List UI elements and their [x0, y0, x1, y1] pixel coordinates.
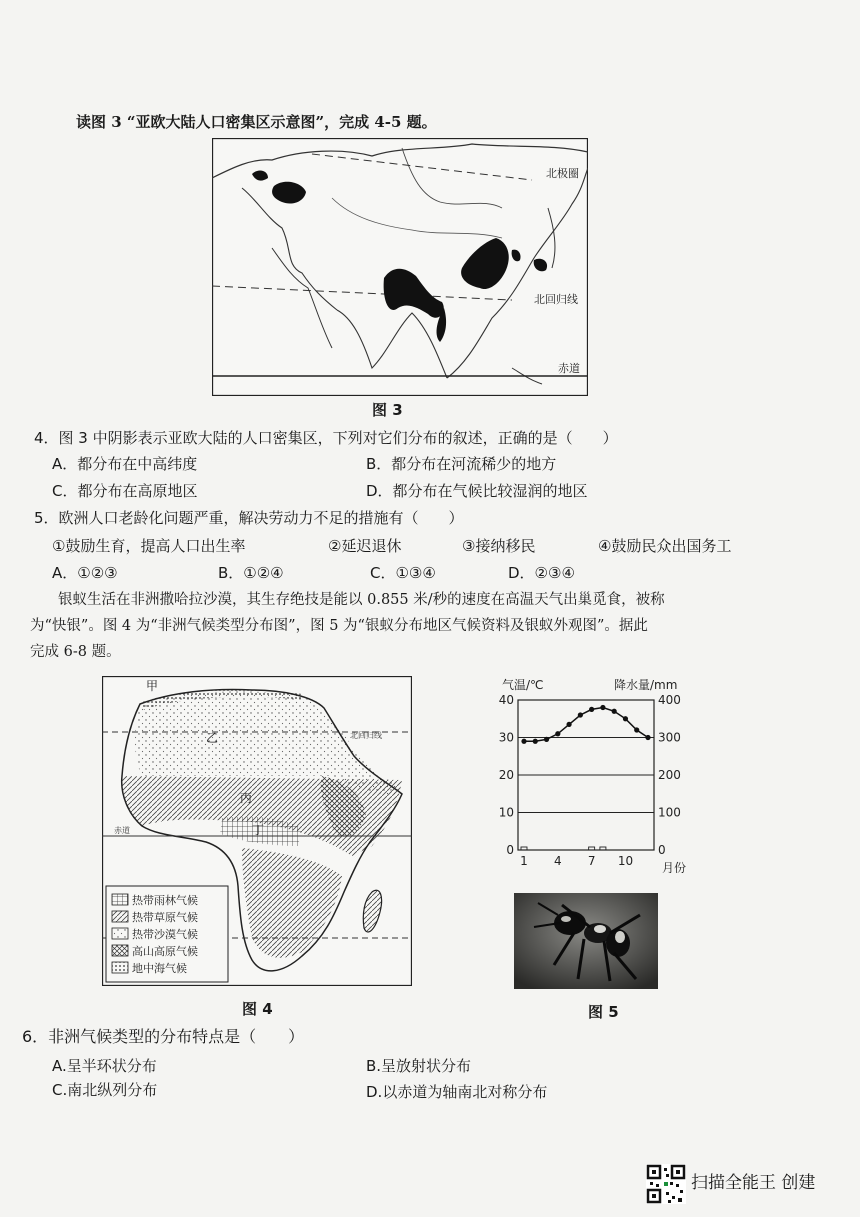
- legend-item-rainforest: 热带雨林气候: [132, 894, 198, 907]
- chart-ytick-right: 100: [658, 805, 681, 820]
- q4-option-d: D．都分布在气候比较湿润的地区: [366, 482, 588, 500]
- temperature-point: [612, 709, 617, 714]
- intro-fig3: 读图 3 “亚欧大陆人口密集区示意图”，完成 4-5 题。: [76, 113, 437, 131]
- fig4-label-ding: 丁: [252, 823, 265, 837]
- chart-ytick-right: 300: [658, 730, 681, 745]
- fig3-label-tropic: 北回归线: [534, 293, 578, 306]
- q5-option-b: B．①②④: [218, 564, 284, 582]
- chart-xtick: 1: [520, 854, 528, 868]
- q5-option-d: D．②③④: [508, 564, 575, 582]
- q5-measure-1: ①鼓励生育，提高人口出生率: [52, 537, 246, 555]
- fig4-caption: 图 4: [242, 1000, 273, 1018]
- q5-measure-3: ③接纳移民: [462, 537, 536, 555]
- fig4-label-equator: 赤道: [114, 826, 130, 835]
- fig5-climate-chart: [488, 672, 708, 882]
- chart-ytick-left: 40: [498, 693, 514, 707]
- temperature-point: [600, 705, 605, 710]
- fig4-map: [102, 676, 412, 986]
- chart-ytick-left: 30: [498, 730, 514, 745]
- fig3-caption: 图 3: [372, 401, 403, 419]
- chart-ylabel-right: 降水量/mm: [614, 678, 678, 692]
- q4-option-c: C．都分布在高原地区: [52, 482, 198, 500]
- chart-ytick-right: 200: [658, 768, 681, 782]
- fig4-label-jia: 甲: [146, 679, 159, 693]
- q6-option-a: A.呈半环状分布: [52, 1057, 157, 1075]
- chart-xtick: 7: [587, 854, 596, 868]
- q5-option-c: C．①③④: [370, 564, 436, 582]
- q6-option-c: C.南北纵列分布: [52, 1081, 158, 1099]
- temperature-point: [533, 739, 538, 744]
- legend-item-desert: 热带沙漠气候: [132, 928, 198, 941]
- legend-item-mediterranean: 地中海气候: [132, 962, 187, 975]
- temperature-point: [645, 735, 650, 740]
- chart-xlabel: 月份: [662, 861, 687, 875]
- legend-item-highland: 高山高原气候: [132, 945, 198, 958]
- chart-ytick-right: 0: [658, 843, 666, 857]
- passage-line-2: 为“快银”。图 4 为“非洲气候类型分布图”，图 5 为“银蚁分布地区气候资料及银蚁外观图”。据此: [30, 618, 648, 634]
- temperature-point: [544, 737, 549, 742]
- fig5-caption: 图 5: [588, 1003, 619, 1021]
- temperature-point: [634, 727, 639, 732]
- temperature-point: [566, 722, 571, 727]
- q4-option-a: A．都分布在中高纬度: [52, 455, 198, 473]
- q4-stem: 4．图 3 中阴影表示亚欧大陆的人口密集区，下列对它们分布的叙述，正确的是（ ）: [34, 429, 618, 447]
- fig4-legend: [106, 886, 228, 982]
- qr-code-icon: [646, 1164, 686, 1204]
- fig4-label-tropic: 北回归线: [350, 731, 382, 740]
- temperature-point: [555, 731, 560, 736]
- chart-ytick-left: 20: [498, 768, 514, 782]
- legend-item-savanna: 热带草原气候: [132, 911, 198, 924]
- chart-xtick: 10: [617, 854, 634, 868]
- chart-ytick-left: 10: [498, 805, 514, 820]
- temperature-point: [521, 739, 526, 744]
- fig4-label-yi: 乙: [206, 731, 219, 745]
- footer-watermark: 扫描全能王 创建: [691, 1173, 816, 1193]
- q6-stem: 6．非洲气候类型的分布特点是（ ）: [22, 1027, 305, 1046]
- chart-xtick: 4: [553, 854, 562, 868]
- chart-ytick-left: 0: [506, 843, 514, 857]
- q5-option-a: A．①②③: [52, 564, 118, 582]
- q6-option-d: D.以赤道为轴南北对称分布: [366, 1083, 548, 1101]
- passage-line-3: 完成 6-8 题。: [30, 644, 121, 660]
- temperature-point: [589, 707, 594, 712]
- q5-measure-4: ④鼓励民众出国务工: [598, 537, 732, 555]
- temperature-point: [578, 712, 583, 717]
- fig4-label-bing: 丙: [240, 791, 253, 805]
- temperature-point: [623, 716, 628, 721]
- q6-option-b: B.呈放射状分布: [366, 1057, 472, 1075]
- fig3-label-arctic: 北极圈: [546, 167, 579, 180]
- chart-ytick-right: 400: [658, 693, 681, 707]
- chart-ylabel-left: 气温/℃: [502, 678, 544, 692]
- q4-option-b: B．都分布在河流稀少的地方: [366, 455, 557, 473]
- fig3-label-equator: 赤道: [558, 362, 580, 375]
- temperature-line: [524, 708, 648, 742]
- q5-measure-2: ②延迟退休: [328, 537, 402, 555]
- fig3-map: [212, 138, 588, 396]
- q5-stem: 5．欧洲人口老龄化问题严重，解决劳动力不足的措施有（ ）: [34, 509, 464, 527]
- passage-line-1: 银蚁生活在非洲撒哈拉沙漠，其生存绝技是能以 0.855 米/秒的速度在高温天气出巢觅食，被称: [58, 592, 665, 608]
- silver-ant-photo: [514, 893, 658, 989]
